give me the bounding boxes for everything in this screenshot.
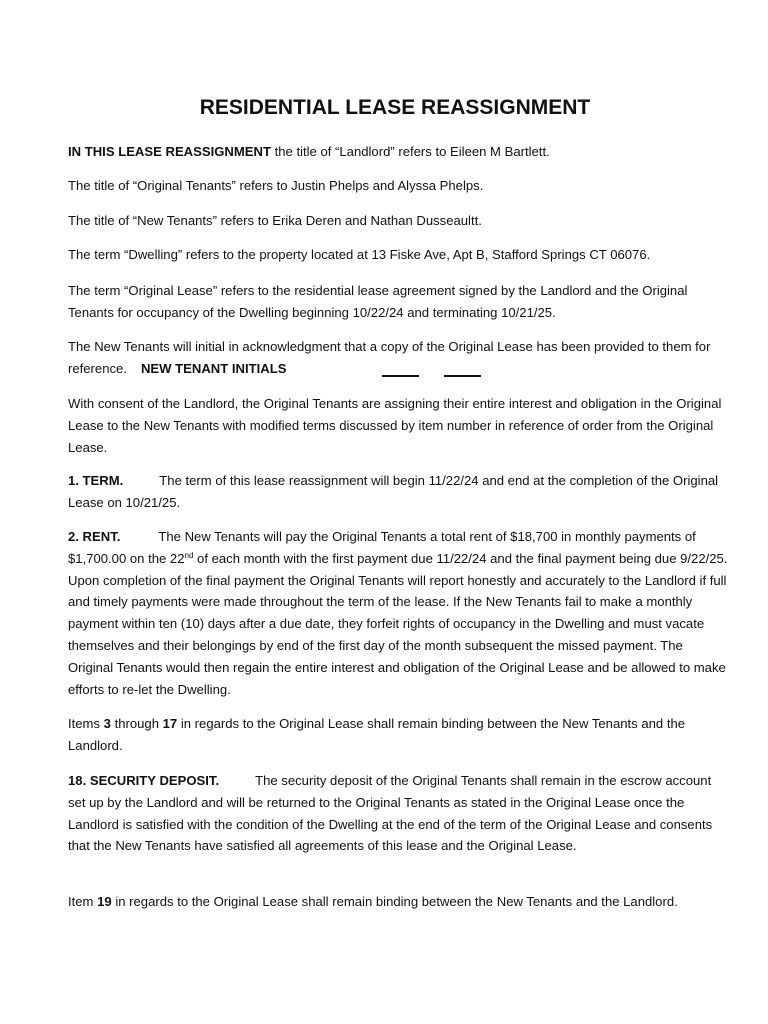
landlord-definition	[68, 141, 728, 163]
security-deposit-heading: 18. SECURITY DEPOSIT.	[68, 773, 220, 788]
acknowledgment-paragraph	[68, 336, 728, 380]
lead-in-bold: IN THIS LEASE REASSIGNMENT	[68, 144, 271, 159]
items-3-17-paragraph	[68, 713, 728, 757]
items-range-text-b: through	[110, 716, 163, 731]
ordinal-suffix: nd	[184, 550, 194, 560]
dwelling-definition: The term “Dwelling” refers to the property located at 13 Fiske Ave, Apt B, Stafford Springs CT 06076.	[68, 247, 651, 262]
rent-text-a: The New Tenants will pay the Original Tenants a total rent of $18,700 in monthly payments of $1,700.00 on the 22	[68, 529, 696, 566]
item-19-text-a: Item	[68, 894, 98, 909]
term-heading: 1. TERM.	[68, 473, 124, 488]
items-range-text-c: in regards to the Original Lease shall remain binding between the New Tenants and the Landlord.	[68, 716, 686, 753]
landlord-definition-text: the title of “Landlord” refers to Eileen M Bartlett.	[270, 144, 550, 159]
items-range-text-a: Items	[68, 716, 104, 731]
rent-heading: 2. RENT.	[68, 529, 121, 544]
security-deposit-text: The security deposit of the Original Tenants shall remain in the escrow account set up by the Landlord and will be returned to the Original Tenants as stated in the Original Lease once the Landlord is satisfied with the condition of the Dwelling at the end of the term of the Original Lease and consents that the New Tenants have satisfied all agreements of this lease and the Original Lease.	[68, 773, 713, 854]
term-section	[68, 470, 728, 514]
rent-text-b: of each month with the first payment due 11/22/24 and the final payment being due 9/22/25. Upon completion of the final payment the Original Tenants will report honestly and accurately to the Landlord if full and timely payments were made throughout the term of the lease. If the New Tenants fail to make a monthly payment within ten (10) days after a due date, they forfeit rights of occupancy in the Dwelling and must vacate themselves and their belongings by end of the first day of the month subsequent the missed payment. The Original Tenants would then regain the entire interest and obligation of the Original Lease and be allowed to make efforts to re-let the Dwelling.	[68, 550, 728, 697]
original-lease-definition: The term “Original Lease” refers to the residential lease agreement signed by the Landlord and the Original Tenants for occupancy of the Dwelling beginning 10/22/24 and terminating 10/21/25.	[68, 283, 688, 320]
item-number-17: 17	[162, 716, 178, 731]
initial-blank-1[interactable]	[382, 375, 419, 377]
initial-blank-2[interactable]	[444, 375, 481, 377]
item-19-text-b: in regards to the Original Lease shall remain binding between the New Tenants and the Landlord.	[111, 894, 678, 909]
new-tenant-initials-label: NEW TENANT INITIALS	[140, 360, 287, 376]
security-deposit-section	[68, 770, 728, 857]
assignment-paragraph: With consent of the Landlord, the Original Tenants are assigning their entire interest and obligation in the Original Lease to the New Tenants with modified terms discussed by item number in reference of order from the Original Lease.	[68, 396, 722, 455]
original-tenants-definition: The title of “Original Tenants” refers to Justin Phelps and Alyssa Phelps.	[68, 178, 484, 193]
new-tenants-definition: The title of “New Tenants” refers to Erika Deren and Nathan Dusseaultt.	[68, 213, 482, 228]
acknowledgment-text: The New Tenants will initial in acknowledgment that a copy of the Original Lease has been provided to them for reference.	[68, 339, 711, 376]
item-19-paragraph	[68, 891, 728, 913]
item-number-19: 19	[97, 894, 112, 909]
item-number-3: 3	[103, 716, 111, 731]
document-title: RESIDENTIAL LEASE REASSIGNMENT	[199, 96, 591, 119]
rent-section	[68, 526, 728, 700]
term-text: The term of this lease reassignment will begin 11/22/24 and end at the completion of the Original Lease on 10/21/25.	[68, 473, 719, 510]
